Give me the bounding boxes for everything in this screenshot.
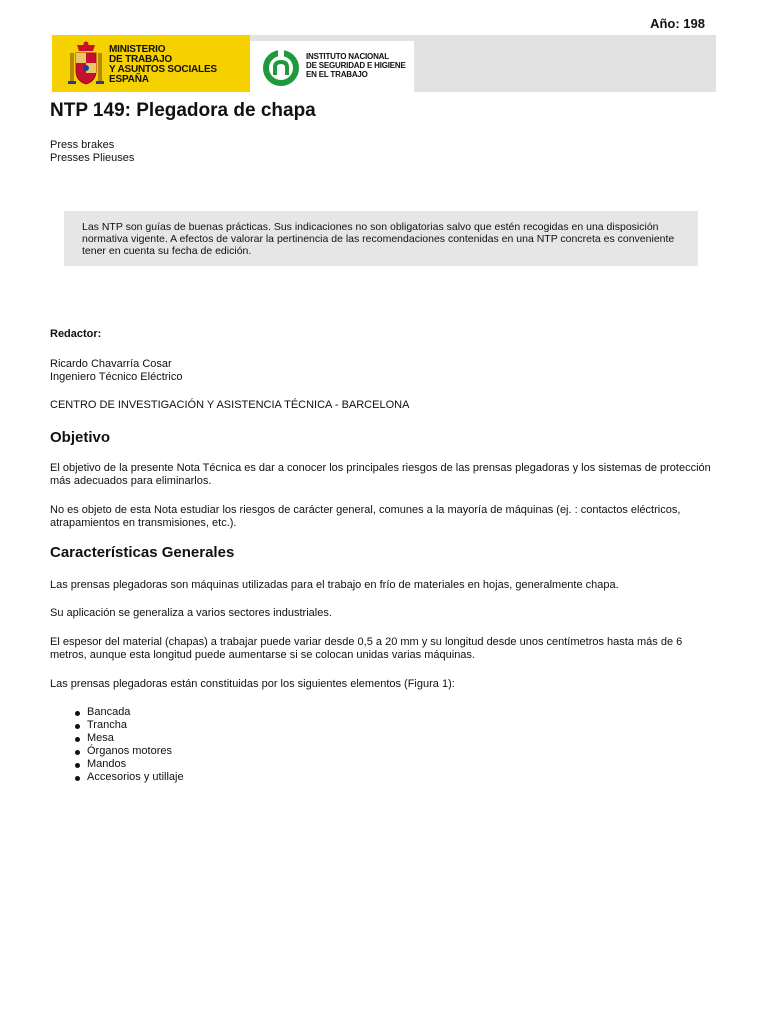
author-label: Redactor: [50, 328, 102, 340]
elements-list [73, 706, 184, 784]
caracteristicas-paragraph-4: Las prensas plegadoras están constituidas por los siguientes elementos (Figura 1): [50, 678, 455, 690]
section-heading-caracteristicas: Características Generales [50, 544, 235, 561]
list-item: Accesorios y utillaje [73, 771, 184, 784]
coat-of-arms-icon [68, 41, 104, 87]
ministry-logo [52, 35, 250, 92]
insht-logo-icon [262, 49, 300, 87]
list-item: Bancada [73, 706, 184, 719]
caracteristicas-paragraph-3: El espesor del material (chapas) a trabajar puede variar desde 0,5 a 20 mm y su longitud desde unos centímetros hasta más de 6 metros, aunque esta longitud puede aumentarse si se colocan unidas varias máquinas. [50, 636, 683, 661]
author-center: CENTRO DE INVESTIGACIÓN Y ASISTENCIA TÉCNICA - BARCELONA [50, 399, 410, 411]
notice-box [64, 211, 698, 266]
institute-logo [250, 41, 414, 92]
header-banner [52, 35, 716, 92]
list-item: Mandos [73, 758, 184, 771]
institute-logo-text: INSTITUTO NACIONAL DE SEGURIDAD E HIGIENE EN EL TRABAJO [306, 52, 406, 79]
subtitles [50, 139, 134, 165]
caracteristicas-paragraph-2: Su aplicación se generaliza a varios sectores industriales. [50, 607, 332, 619]
list-item: Trancha [73, 719, 184, 732]
page-title: NTP 149: Plegadora de chapa [50, 100, 316, 121]
subtitle-english: Press brakes [50, 139, 115, 151]
year-label: Año: 198 [650, 16, 705, 31]
objetivo-paragraph-1: El objetivo de la presente Nota Técnica es dar a conocer los principales riesgos de las prensas plegadoras y los sistemas de protección más adecuados para eliminarlos. [50, 462, 711, 487]
caracteristicas-paragraph-1: Las prensas plegadoras son máquinas utilizadas para el trabajo en frío de materiales en hojas, generalmente chapa. [50, 579, 619, 591]
ministry-logo-text: MINISTERIO DE TRABAJO Y ASUNTOS SOCIALES ESPAÑA [109, 44, 217, 85]
objetivo-paragraph-2: No es objeto de esta Nota estudiar los riesgos de carácter general, comunes a la mayoría de máquinas (ej. : contactos eléctricos, atrapamientos en transmisiones, etc.). [50, 504, 681, 529]
list-item: Órganos motores [73, 745, 184, 758]
author-role: Ingeniero Técnico Eléctrico [50, 371, 183, 383]
section-heading-objetivo: Objetivo [50, 429, 111, 446]
list-item: Mesa [73, 732, 184, 745]
author-name: Ricardo Chavarría Cosar [50, 358, 172, 370]
notice-text: Las NTP son guías de buenas prácticas. Sus indicaciones no son obligatorias salvo que estén recogidas en una disposición normativa vigente. A efectos de valorar la pertinencia de las recomendaciones contenidas en una NTP concreta es conveniente tener en cuenta su fecha de edición. [82, 221, 675, 257]
subtitle-french: Presses Plieuses [50, 152, 135, 164]
